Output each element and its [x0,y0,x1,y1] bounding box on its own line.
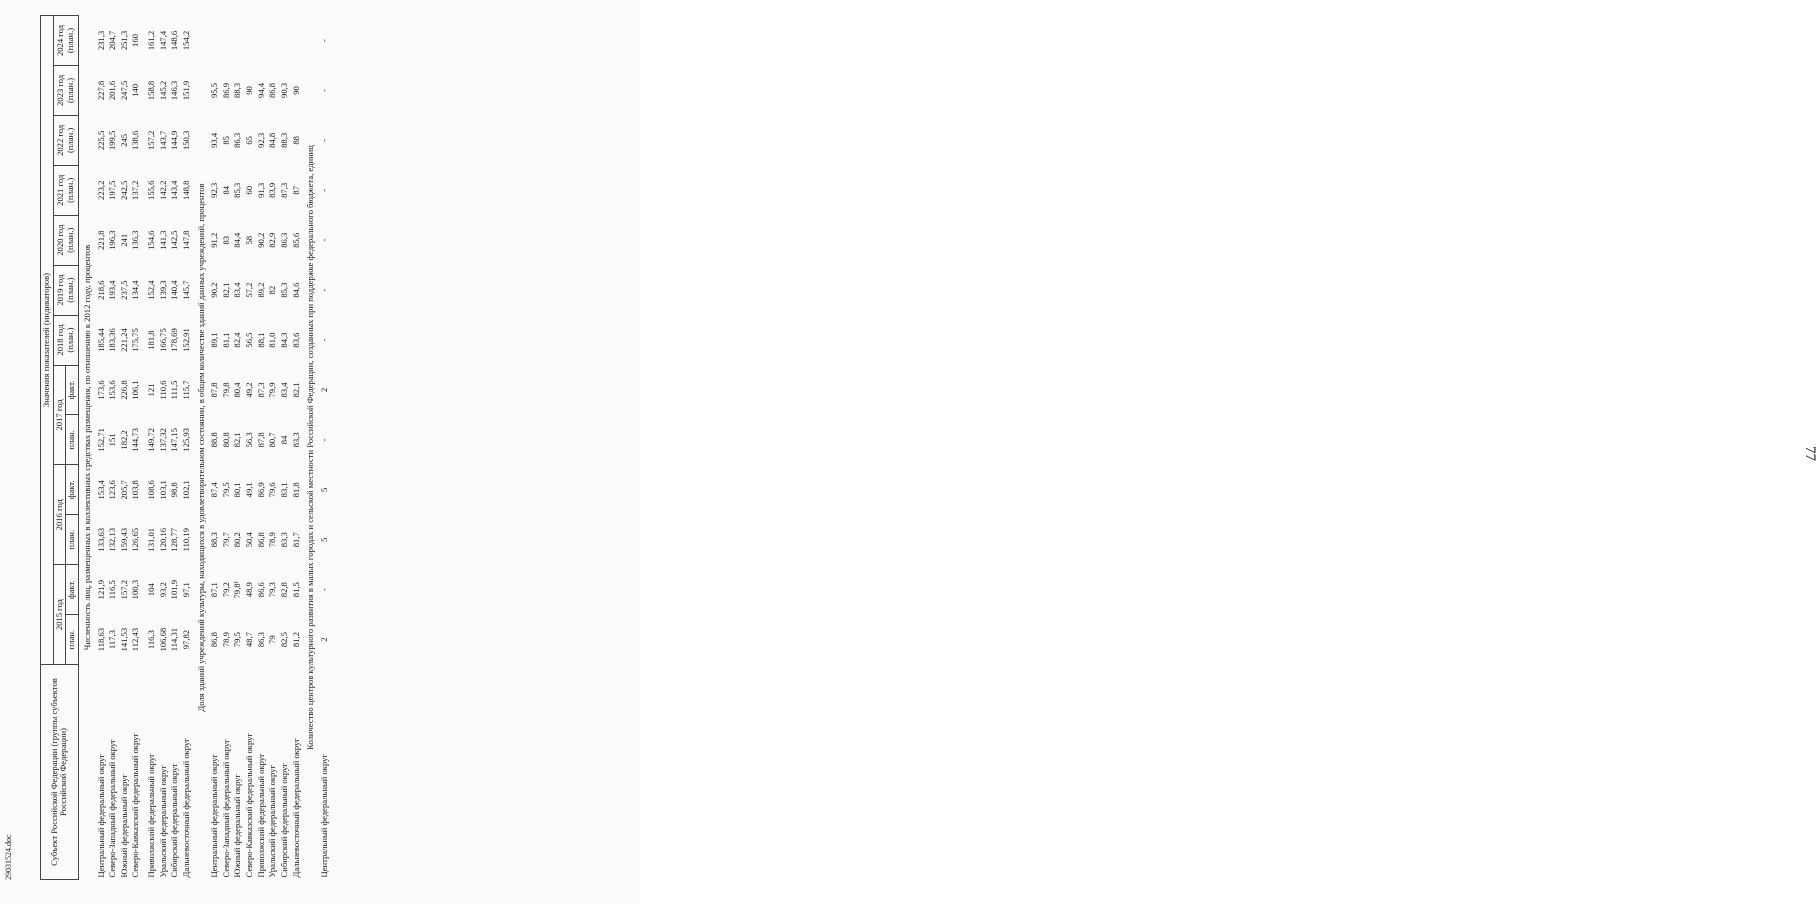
value-cell: 78,9 [267,532,278,548]
value-cell: 147,8 [180,230,191,250]
value-cell: 152,4 [146,280,156,300]
value-cell: 82,5 [278,632,289,648]
value-cell: 132,13 [107,527,118,552]
value-cell: 147,15 [169,428,180,452]
value-cell: 81,8 [290,482,301,498]
doc-filename: 29031524.doc [4,834,13,880]
value-cell: 86,8 [255,532,266,548]
value-cell: 114,31 [169,627,180,652]
value-cell: 225,5 [95,130,106,151]
value-cell: 87,8 [255,432,266,448]
header-plan-2015: план. [66,615,79,665]
table-row [279,16,291,880]
page-number: 77 [1802,446,1818,461]
region-name: Дальневосточный федеральный округ [290,738,301,878]
section-title-row [78,16,95,880]
value-cell: 90,2 [255,232,266,248]
header-fact-2015: факт. [66,565,79,615]
value-cell: 88,3 [209,532,220,548]
value-cell: 82,4 [232,332,243,348]
value-cell: 87 [290,186,301,195]
value-cell: 103,1 [157,480,168,500]
value-cell: 116,5 [107,580,118,600]
header-fact-2016: факт. [66,465,79,515]
value-cell: 84,4 [232,232,243,248]
value-cell: 143,7 [157,130,168,151]
value-cell: 81,2 [290,632,301,648]
value-cell: 82,1 [290,382,301,398]
value-cell: 108,6 [146,480,156,500]
region-name: Дальневосточный федеральный округ [180,738,191,878]
value-cell: 245 [118,133,129,147]
value-cell: 146,3 [169,80,180,101]
value-cell: 247,5 [118,80,129,101]
value-cell: 133,63 [95,527,106,552]
value-cell: 86,6 [255,582,266,598]
value-cell: 87,3 [278,182,289,198]
value-cell: 48,9 [244,582,254,598]
value-cell: 151 [107,433,118,447]
value-cell: 153,4 [95,480,106,500]
value-cell: 79,7 [220,532,231,548]
empty-cell [291,16,303,66]
value-cell: 98,8 [169,482,180,498]
value-cell: 92,3 [209,182,220,198]
value-cell: 90,2 [209,282,220,298]
value-cell: 84,8 [267,132,278,148]
value-cell: 79,9 [267,382,278,398]
header-year-2020: 2020 год (план.) [53,215,78,265]
value-cell: 48,7 [244,632,254,648]
value-cell: 226,8 [118,380,129,400]
table-row [181,16,193,880]
table-row [291,16,303,880]
region-name: Северо-Кавказский федеральный округ [130,733,141,878]
value-cell: 242,5 [118,180,129,200]
value-cell: 5 [318,537,329,542]
value-cell: 150,3 [180,130,191,151]
value-cell: 93,2 [157,582,168,598]
empty-cell [221,16,233,66]
value-cell: 152,91 [180,328,191,352]
header-year-2021: 2021 год (план.) [53,165,78,215]
region-name: Центральный федеральный округ [209,754,220,878]
region-name: Северо-Западный федеральный округ [220,739,231,878]
value-cell: 137,32 [157,428,168,452]
value-cell: 139,3 [157,280,168,300]
value-cell: 81,7 [290,532,301,548]
value-cell: 153,6 [107,380,118,400]
value-cell: 5 [318,487,329,492]
value-cell: 128,77 [169,527,180,552]
region-name: Сибирский федеральный округ [169,763,180,878]
region-name: Приволжский федеральный округ [255,753,266,878]
value-cell: 57,2 [244,282,254,298]
value-cell: 160 [130,34,141,47]
value-cell: 145,2 [157,80,168,101]
value-cell: - [318,138,329,142]
value-cell: 221,24 [118,328,129,352]
value-cell: 142,5 [169,230,180,250]
header-plan-2016: план. [66,515,79,565]
section-title-row [302,16,319,880]
value-cell: 88,3 [278,132,289,148]
value-cell: 196,3 [107,230,118,250]
value-cell: 83,9 [267,182,278,198]
value-cell: 80,8 [220,432,231,448]
value-cell: 148,8 [180,180,191,200]
value-cell: 79,2 [220,582,231,598]
value-cell: 140 [130,84,141,97]
value-cell: 87,8 [209,382,220,398]
value-cell: 97,82 [180,629,191,650]
value-cell: 90 [244,86,254,95]
value-cell: 91,3 [255,182,266,198]
header-year-2024: 2024 год (план.) [53,16,78,66]
value-cell: 88,8 [209,432,220,448]
value-cell: 81,5 [290,582,301,598]
value-cell: 102,1 [180,480,191,500]
section-title: Доля зданий учреждений культуры, находящихся в удовлетворительном состоянии, в общем количестве зданий данных учреждений, процентов [195,183,206,712]
value-cell: 147,4 [157,30,168,51]
value-cell: 161,2 [146,30,156,51]
table-row [256,16,268,880]
value-cell: 140,4 [169,280,180,300]
value-cell: 201,6 [107,80,118,101]
value-cell: - [318,238,329,242]
value-cell: 83,3 [278,532,289,548]
value-cell: 103,8 [130,480,141,500]
value-cell: 79,5 [220,482,231,498]
value-cell: 79,6 [267,482,278,498]
value-cell: 83,4 [278,382,289,398]
value-cell: 60 [244,186,254,195]
value-cell: 157,2 [118,580,129,600]
value-cell: 80,7 [267,432,278,448]
table-body [78,16,330,880]
header-year-2023: 2023 год (план.) [53,65,78,115]
value-cell: 79,5 [232,632,243,648]
value-cell: 148,6 [169,30,180,51]
value-cell: 97,1 [180,582,191,598]
value-cell: 131,01 [146,527,156,552]
value-cell: 193,4 [107,280,118,300]
value-cell: 106,68 [157,627,168,652]
value-cell: 110,19 [180,528,191,552]
value-cell: 100,3 [130,580,141,600]
value-cell: 110,6 [157,380,168,400]
value-cell: 205,7 [118,480,129,500]
value-cell: 85,3 [232,182,243,198]
header-year-2016: 2016 год [53,465,66,565]
value-cell: 95,5 [209,82,220,98]
value-cell: 155,6 [146,180,156,200]
value-cell: 123,6 [107,480,118,500]
value-cell: 94,4 [255,82,266,98]
region-name: Южный федеральный округ [232,774,243,878]
region-name: Северо-Кавказский федеральный округ [244,733,254,878]
header-year-2015: 2015 год [53,565,66,665]
value-cell: 86,3 [278,232,289,248]
value-cell: 121,9 [95,580,106,600]
value-cell: 83 [220,235,231,245]
value-cell: 86,3 [255,632,266,648]
value-cell: 144,73 [130,428,141,452]
header-indicators: Значения показателей (индикаторов) [41,16,54,665]
value-cell: 154,2 [180,30,191,51]
header-year-2018: 2018 год (план.) [53,315,78,365]
value-cell: 49,2 [244,382,254,398]
value-cell: 204,7 [107,30,118,51]
value-cell: 87,4 [209,482,220,498]
empty-cell [244,16,256,66]
value-cell: 2 [318,637,329,642]
value-cell: 86,9 [220,82,231,98]
value-cell: 221,8 [95,230,106,250]
table-row [209,16,221,880]
value-cell: 88 [290,136,301,145]
value-cell: 86,8 [209,632,220,648]
value-cell: 86,3 [232,132,243,148]
value-cell: 185,44 [95,328,106,352]
header-subject: Субъект Российской Федерации (группы субъектов Российской Федерации) [41,665,79,880]
value-cell: 251,3 [118,30,129,51]
value-cell: 58 [244,235,254,245]
region-name: Уральский федеральный округ [267,764,278,878]
value-cell: 79,8 [220,382,231,398]
value-cell: 182,2 [118,430,129,450]
value-cell: 112,43 [130,627,141,652]
value-cell: 81,1 [220,332,231,348]
value-cell: 93,4 [209,132,220,148]
value-cell: 83,6 [290,332,301,348]
value-cell: 106,1 [130,380,141,400]
empty-cell [232,16,244,66]
region-name: Центральный федеральный округ [318,754,329,878]
table-row [158,16,170,880]
value-cell: 138,6 [130,130,141,151]
value-cell: 143,4 [169,180,180,200]
value-cell: 181,8 [146,330,156,350]
value-cell: 87,1 [209,582,220,598]
value-cell: 78,9 [220,632,231,648]
region-name: Южный федеральный округ [118,774,129,878]
header-fact-2017: факт. [66,365,79,415]
value-cell: 183,36 [107,328,118,352]
value-cell: 111,5 [169,380,180,400]
value-cell: 154,6 [146,230,156,250]
value-cell: 159,43 [118,527,129,552]
value-cell: 86,9 [255,482,266,498]
value-cell: 104 [146,583,156,597]
value-cell: 82,9 [267,232,278,248]
value-cell: 85 [220,136,231,145]
value-cell: 227,8 [95,80,106,101]
header-year-2019: 2019 год (план.) [53,265,78,315]
table-row [107,16,119,880]
value-cell: 197,5 [107,180,118,200]
table-row [130,16,142,880]
value-cell: - [318,188,329,192]
value-cell: 87,3 [255,382,266,398]
indicators-table [40,15,330,880]
value-cell: 101,9 [169,580,180,600]
value-cell: - [318,288,329,292]
value-cell: 83,4 [232,282,243,298]
section-title: Численность лиц, размещенных в коллективных средствах размещения, по отношению к 2012 году, процентов [81,244,92,651]
value-cell: 178,69 [169,328,180,352]
region-name: Сибирский федеральный округ [278,763,289,878]
value-cell: 134,4 [130,280,141,300]
table-row [119,16,131,880]
region-name: Северо-Западный федеральный округ [107,739,118,878]
value-cell: - [318,438,329,442]
value-cell: 81,0 [267,332,278,348]
header-plan-2017: план. [66,415,79,465]
value-cell: 82,8 [278,582,289,598]
value-cell: 56,5 [244,332,254,348]
value-cell: 125,93 [180,428,191,452]
value-cell: 84,6 [290,282,301,298]
value-cell: 84 [278,435,289,445]
value-cell: 80,2 [232,532,243,548]
empty-cell [256,16,268,66]
value-cell: 237,5 [118,280,129,300]
empty-cell [279,16,291,66]
value-cell: 121 [146,383,156,397]
value-cell: 92,3 [255,132,266,148]
value-cell: 82,1 [220,282,231,298]
header-year-2017: 2017 год [53,365,66,465]
value-cell: 145,7 [180,280,191,300]
value-cell: 84 [220,186,231,195]
table-row [244,16,256,880]
table-row [232,16,244,880]
value-cell: 173,6 [95,380,106,400]
region-name: Центральный федеральный округ [95,754,106,878]
header-year-2022: 2022 год (план.) [53,115,78,165]
value-cell: 89,1 [209,332,220,348]
table-row [267,16,279,880]
empty-cell [209,16,221,66]
value-cell: - [318,588,329,592]
value-cell: 85,6 [290,232,301,248]
value-cell: 166,75 [157,328,168,352]
value-cell: 79,3 [267,582,278,598]
value-cell: 157,2 [146,130,156,151]
value-cell: 152,71 [95,428,106,452]
value-cell: 88,1 [255,332,266,348]
value-cell: 141,3 [157,230,168,250]
value-cell: - [318,89,329,92]
region-name: Приволжский федеральный округ [146,753,156,878]
value-cell: 199,5 [107,130,118,151]
value-cell: 231,3 [95,30,106,51]
value-cell: 149,72 [146,428,156,452]
value-cell: 82 [267,285,278,295]
value-cell: 115,7 [180,380,191,400]
value-cell: 89,2 [255,282,266,298]
value-cell: 90,3 [278,82,289,98]
value-cell: 2 [318,387,329,393]
value-cell: 218,6 [95,280,106,300]
value-cell: 50,4 [244,532,254,548]
value-cell: 175,75 [130,328,141,352]
value-cell: 151,9 [180,80,191,101]
table-row [319,16,331,880]
value-cell: 144,9 [169,130,180,151]
value-cell: 223,2 [95,180,106,200]
value-cell: 82,1 [232,432,243,448]
value-cell: 136,3 [130,230,141,250]
value-cell: 65 [244,136,254,145]
value-cell: 90 [290,86,301,95]
value-cell: 56,3 [244,432,254,448]
value-cell: 86,8 [267,82,278,98]
value-cell: 88,3 [232,82,243,98]
value-cell: - [318,338,329,342]
value-cell: 241 [118,233,129,247]
value-cell: 141,53 [118,627,129,652]
section-title-row [193,16,210,880]
value-cell: 142,2 [157,180,168,200]
value-cell: 85,3 [278,282,289,298]
value-cell: 120,16 [157,527,168,552]
value-cell: 49,1 [244,482,254,498]
table-row [221,16,233,880]
value-cell: 79 [267,635,278,644]
empty-cell [267,16,279,66]
value-cell: 83,3 [290,432,301,448]
value-cell: 137,2 [130,180,141,200]
value-cell: 117,3 [107,630,118,650]
value-cell: 84,3 [278,332,289,348]
value-cell: 83,1 [278,482,289,498]
region-name: Уральский федеральный округ [157,764,168,878]
table-row [96,16,108,880]
value-cell: 118,63 [95,627,106,652]
value-cell: 80,4 [232,382,243,398]
value-cell: 126,65 [130,527,141,552]
value-cell: - [318,39,329,42]
value-cell: 158,8 [146,80,156,101]
value-cell: 80,1 [232,482,243,498]
section-title: Количество центров культурного развития в малых городах и сельской местности Российской Федерации, созданных при поддержке федерального бюджета, единиц [305,145,316,750]
table-row [146,16,158,880]
value-cell: 91,2 [209,232,220,248]
value-cell: 79,8¹ [232,580,243,599]
value-cell: 116,3 [146,630,156,650]
table-row [169,16,181,880]
